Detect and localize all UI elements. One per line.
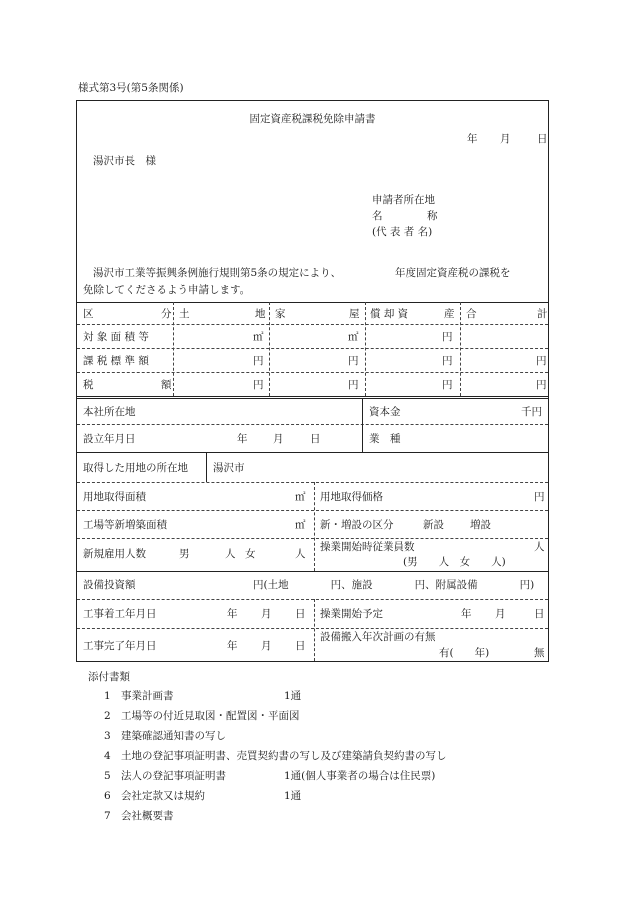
investment-label: 設備投資額 [83, 579, 136, 591]
date-day[interactable]: 日 [537, 133, 548, 145]
hire-male: 男 [179, 548, 190, 560]
row-base-land[interactable]: 円 [253, 355, 264, 367]
row-area-house[interactable]: ㎡ [348, 331, 359, 343]
investment-detail[interactable]: 円(土地 円、施設 円、附属設備 円) [253, 579, 535, 591]
row-area-dep[interactable]: 円 [442, 331, 453, 343]
attachment-text: 会社定款又は規約 [121, 790, 205, 802]
col-dep-b: 産 [444, 308, 455, 320]
col-house-b: 屋 [349, 308, 360, 320]
row-tax-label-a: 税 [83, 379, 94, 391]
employees-breakdown[interactable]: (男 人 女 人) [403, 556, 506, 568]
row-base-house[interactable]: 円 [348, 355, 359, 367]
end-work-label: 工事完了年月日 [83, 640, 157, 652]
end-work-day[interactable]: 日 [295, 640, 306, 652]
attachments-heading: 添付書類 [88, 671, 130, 683]
col-total-a: 合 [466, 308, 477, 320]
start-work-day[interactable]: 日 [295, 608, 306, 620]
form-number: 様式第3号(第5条関係) [78, 82, 184, 94]
employees-label: 操業開始時従業員数 [320, 541, 415, 553]
row-area-label: 対 象 面 積 等 [83, 331, 149, 343]
factory-area-label: 工場等新増築面積 [83, 519, 167, 531]
capital-unit[interactable]: 千円 [521, 406, 542, 418]
addressee: 湯沢市長 様 [93, 155, 156, 167]
attachment-text: 法人の登記事項証明書 [121, 770, 226, 782]
founded-year[interactable]: 年 [237, 433, 248, 445]
start-op-month[interactable]: 月 [495, 608, 506, 620]
body-text-line1: 湯沢市工業等振興条例施行規則第5条の規定により、 [93, 267, 342, 279]
ext-option[interactable]: 増設 [470, 519, 491, 531]
attachment-count: 1通(個人事業者の場合は住民票) [284, 770, 436, 782]
applicant-address-label: 申請者所在地 [372, 194, 435, 206]
row-tax-land[interactable]: 円 [253, 379, 264, 391]
attachment-count: 1通 [284, 790, 302, 802]
capital-label: 資本金 [369, 406, 401, 418]
end-work-month[interactable]: 月 [261, 640, 272, 652]
founded-label: 設立年月日 [83, 433, 136, 445]
row-base-total[interactable]: 円 [536, 355, 547, 367]
founded-month[interactable]: 月 [273, 433, 284, 445]
col-land-b: 地 [255, 308, 266, 320]
date-month[interactable]: 月 [500, 133, 511, 145]
end-work-year[interactable]: 年 [227, 640, 238, 652]
attachment-text: 建築確認通知書の写し [121, 730, 226, 742]
attachment-no: 5 [104, 770, 111, 782]
attachment-no: 7 [104, 810, 111, 822]
hq-address-label: 本社所在地 [83, 406, 136, 418]
col-dep-a: 償 却 資 [370, 308, 409, 320]
attachment-text: 土地の登記事項証明書、売買契約書の写し及び建築請負契約書の写し [121, 750, 447, 762]
equip-plan-no[interactable]: 無 [534, 647, 545, 659]
land-location-label: 取得した用地の所在地 [83, 462, 188, 474]
col-kubun-b: 分 [161, 308, 172, 320]
attachment-no: 6 [104, 790, 111, 802]
applicant-rep-label: (代 表 者 名) [372, 226, 433, 238]
attachment-no: 1 [104, 690, 111, 702]
body-text-line2: 免除してくださるよう申請します。 [83, 284, 251, 296]
hire-female-unit[interactable]: 人 [295, 548, 306, 560]
attachment-count: 1通 [284, 690, 302, 702]
start-op-day[interactable]: 日 [534, 608, 545, 620]
attachment-text: 事業計画書 [121, 690, 174, 702]
row-tax-total[interactable]: 円 [536, 379, 547, 391]
start-work-label: 工事着工年月日 [83, 608, 157, 620]
applicant-name-label-b: 称 [427, 210, 438, 222]
equip-plan-yes[interactable]: 有( 年) [439, 647, 490, 659]
applicant-name-label-a: 名 [372, 210, 383, 222]
new-option[interactable]: 新設 [423, 519, 444, 531]
industry-label: 業 種 [369, 433, 401, 445]
attachment-no: 4 [104, 750, 111, 762]
land-location-value[interactable]: 湯沢市 [213, 462, 245, 474]
row-tax-house[interactable]: 円 [348, 379, 359, 391]
hire-female: 女 [245, 548, 256, 560]
row-area-land[interactable]: ㎡ [253, 331, 264, 343]
attachment-no: 2 [104, 710, 111, 722]
attachment-no: 3 [104, 730, 111, 742]
hire-label: 新規雇用人数 [83, 548, 146, 560]
row-base-dep[interactable]: 円 [442, 355, 453, 367]
start-op-year[interactable]: 年 [461, 608, 472, 620]
col-land-a: 土 [179, 308, 190, 320]
col-total-b: 計 [537, 308, 548, 320]
date-year[interactable]: 年 [467, 133, 478, 145]
founded-day[interactable]: 日 [310, 433, 321, 445]
row-tax-dep[interactable]: 円 [442, 379, 453, 391]
start-work-month[interactable]: 月 [261, 608, 272, 620]
col-kubun-a: 区 [83, 308, 94, 320]
land-area-label: 用地取得面積 [83, 491, 146, 503]
land-price-unit[interactable]: 円 [534, 491, 545, 503]
col-house-a: 家 [275, 308, 286, 320]
attachment-text: 工場等の付近見取図・配置図・平面図 [121, 710, 300, 722]
form-title: 固定資産税課税免除申請書 [249, 113, 376, 125]
new-ext-label: 新・増設の区分 [320, 519, 394, 531]
body-text-fiscal-year: 年度固定資産税の課税を [395, 267, 511, 279]
row-tax-label-b: 額 [161, 379, 172, 391]
land-area-unit[interactable]: ㎡ [295, 491, 306, 503]
start-work-year[interactable]: 年 [227, 608, 238, 620]
land-price-label: 用地取得価格 [320, 491, 383, 503]
application-form [76, 100, 549, 662]
employees-unit[interactable]: 人 [534, 541, 545, 553]
factory-area-unit[interactable]: ㎡ [295, 519, 306, 531]
equip-plan-label: 設備搬入年次計画の有無 [320, 631, 436, 643]
hire-male-unit[interactable]: 人 [225, 548, 236, 560]
attachment-text: 会社概要書 [121, 810, 174, 822]
row-base-label: 課 税 標 準 額 [83, 355, 149, 367]
start-op-label: 操業開始予定 [320, 608, 383, 620]
